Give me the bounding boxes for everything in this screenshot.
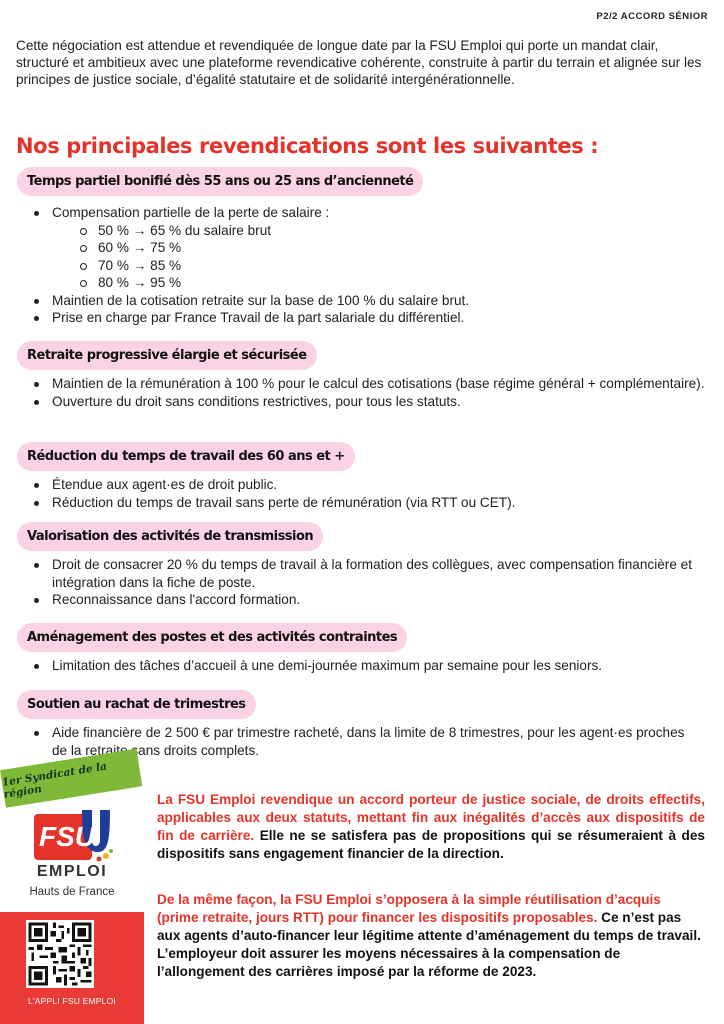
section-list-reduction-temps — [30, 476, 690, 511]
list-item: Réduction du temps de travail sans perte de rémunération (via RTT ou CET). — [30, 494, 690, 512]
section-list-transmission — [30, 556, 706, 609]
region-stamp-text: 1er Syndicat de la région — [1, 760, 108, 801]
list-item: Maintien de la cotisation retraite sur la base de 100 % du salaire brut. — [30, 292, 690, 310]
region-label: Hauts de France — [29, 886, 115, 898]
main-heading: Nos principales revendications sont les suivantes : — [16, 134, 599, 158]
list-item: Aide financière de 2 500 € par trimestre racheté, dans la limite de 8 trimestres, pour les agent·es proches de la retraite sans droits complets. — [30, 724, 690, 759]
fsu-logo — [34, 806, 114, 867]
closing-paragraph-1 — [157, 791, 705, 863]
sub-list — [52, 222, 690, 292]
list-item: Ouverture du droit sans conditions restrictives, pour tous les statuts. — [30, 393, 706, 411]
page-label: P2/2 ACCORD SÉNIOR — [596, 11, 708, 22]
section-list-temps-partiel — [30, 204, 690, 327]
closing-paragraph-2 — [157, 891, 705, 981]
section-heading-transmission: Valorisation des activités de transmission — [17, 522, 323, 551]
sub-list-item: 50 % → 65 % du salaire brut — [76, 222, 690, 240]
sub-list-item: 80 % → 95 % — [76, 274, 690, 292]
closing-paragraph-2-red: De la même façon, la FSU Emploi s’opposera à la simple réutilisation d’acquis (prime retraite, jours RTT) pour financer les dispositifs proposables. — [157, 892, 661, 925]
section-heading-rachat-trimestres: Soutien au rachat de trimestres — [17, 690, 256, 719]
section-list-amenagement — [30, 657, 706, 675]
sub-list-item: 70 % → 85 % — [76, 257, 690, 275]
section-heading-temps-partiel: Temps partiel bonifié dès 55 ans ou 25 ans d’ancienneté — [17, 167, 423, 196]
sub-list-item: 60 % → 75 % — [76, 239, 690, 257]
section-heading-amenagement: Aménagement des postes et des activités contraintes — [17, 623, 407, 652]
closing-paragraph-2-black: Ce n’est pas aux agents d’auto-financer leur légitime attente d’aménagement du temps de travail. L’employeur doit assurer les moyens nécessaires à la compensation de l’allongement des carrières imposé par la réforme de 2023. — [157, 910, 701, 979]
list-item: Droit de consacrer 20 % du temps de travail à la formation des collègues, avec compensation financière et intégration dans la fiche de poste. — [30, 556, 706, 591]
qr-code-icon[interactable] — [26, 920, 94, 988]
list-item: Limitation des tâches d’accueil à une demi-journée maximum par semaine pour les seniors. — [30, 657, 706, 675]
list-item — [30, 204, 690, 292]
closing-paragraph-1-black: Elle ne se satisfera pas de propositions qui se résumeraient à des dispositifs sans engagement financier de la direction. — [157, 828, 705, 861]
fsu-logo-text: FSU — [39, 821, 95, 852]
emploi-label: EMPLOI — [36, 863, 108, 880]
list-item: Reconnaissance dans l'accord formation. — [30, 591, 706, 609]
list-item: Prise en charge par France Travail de la part salariale du différentiel. — [30, 309, 690, 327]
section-heading-reduction-temps: Réduction du temps de travail des 60 ans et + — [17, 442, 355, 471]
closing-paragraph-1-red: La FSU Emploi revendique un accord porteur de justice sociale, de droits effectifs, applicables aux deux statuts, mettant fin aux inégalités d’accès aux dispositifs de fin de carrière. — [157, 792, 705, 843]
intro-paragraph: Cette négociation est attendue et revendiquée de longue date par la FSU Emploi qui porte un mandat clair, structuré et ambitieux avec une plateforme revendicative cohérente, construite à partir du terrain et alignée sur les principes de justice sociale, d’égalité statutaire et de solidarité intergénérationnelle. — [16, 38, 702, 87]
list-item: Étendue aux agent·es de droit public. — [30, 476, 690, 494]
section-heading-retraite-progressive: Retraite progressive élargie et sécurisée — [17, 341, 317, 370]
app-label[interactable]: L'APPLI FSU EMPLOI — [28, 996, 116, 1006]
list-item: Maintien de la rémunération à 100 % pour le calcul des cotisations (base régime général + complémentaire). — [30, 375, 706, 393]
list-item-text: Compensation partielle de la perte de salaire : — [52, 205, 330, 220]
section-list-retraite-progressive — [30, 375, 706, 410]
